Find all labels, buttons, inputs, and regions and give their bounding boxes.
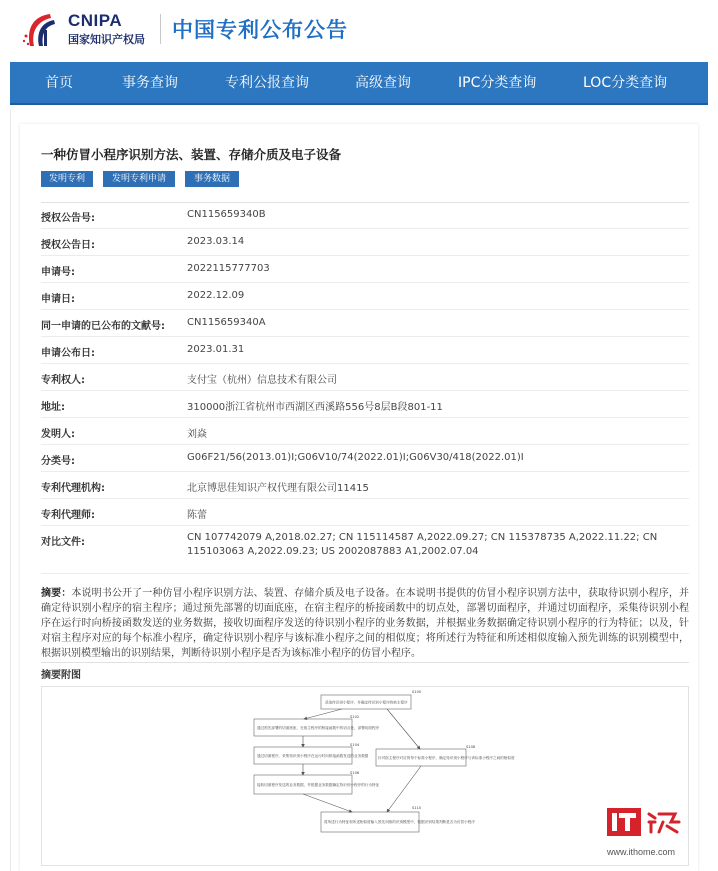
ithome-logo-icon — [607, 808, 641, 836]
field-value: 北京博思佳知识产权代理有限公司11415 — [187, 483, 369, 494]
field-label: 同一申请的已公布的文献号: — [41, 321, 165, 332]
field-value: 支付宝（杭州）信息技术有限公司 — [187, 375, 337, 386]
field-value: G06F21/56(2013.01)I;G06V10/74(2022.01)I;G06V30/418(2022.01)I — [187, 452, 524, 463]
field-row — [41, 337, 689, 364]
flow-label-s108: S108 — [466, 745, 476, 749]
flow-label-s100: S100 — [412, 690, 422, 694]
flow-text-s102: 通过预先部署的切面底座，在宿主程序的桥接函数中的切点处，部署切面程序 — [257, 726, 380, 730]
field-label: 地址: — [41, 402, 65, 413]
cnipa-logo-text: CNIPA — [68, 11, 123, 30]
field-label: 申请公布日: — [41, 348, 95, 359]
field-label: 授权公告号: — [41, 213, 95, 224]
field-label: 授权公告日: — [41, 240, 95, 251]
nav-advanced-query[interactable]: 高级查询 — [355, 75, 411, 91]
nav-home[interactable]: 首页 — [45, 75, 73, 91]
flow-text-s108: 针对宿主程序对应的每个标准小程序，确定待识别小程序与该标准小程序之间的相似度 — [378, 756, 515, 760]
figure-title: 摘要附图 — [41, 670, 81, 681]
nav-loc-query[interactable]: LOC分类查询 — [583, 75, 668, 91]
patent-detail-panel — [20, 124, 698, 871]
field-value: 陈蕾 — [187, 510, 207, 521]
field-value: CN115659340B — [187, 209, 266, 220]
field-label: 专利代理机构: — [41, 483, 105, 494]
ithome-logo-glyph — [645, 808, 695, 836]
field-row — [41, 526, 689, 574]
field-label: 分类号: — [41, 456, 75, 467]
flow-text-s106: 接收切面程序发送的业务数据，并根据业务数据确定待识别小程序的行为特征 — [257, 783, 380, 787]
field-row — [41, 391, 689, 418]
watermark-url: www.ithome.com — [607, 847, 676, 857]
field-value: 刘焱 — [187, 429, 207, 440]
field-label: 专利权人: — [41, 375, 85, 386]
abstract-label: 摘要： — [41, 588, 72, 599]
field-label: 申请号: — [41, 267, 75, 278]
field-row — [41, 445, 689, 472]
abstract-figure[interactable] — [41, 686, 689, 866]
field-value: 2022.12.09 — [187, 290, 245, 301]
flow-text-s104: 通过切面程序，采集待识别小程序在运行时向桥接函数发送的业务数据 — [257, 754, 369, 758]
tag-invention-application[interactable]: 发明专利申请 — [103, 171, 175, 187]
left-border — [10, 110, 11, 871]
abstract-divider — [41, 662, 689, 663]
field-label: 专利代理师: — [41, 510, 95, 521]
site-header — [0, 0, 718, 62]
patent-title: 一种仿冒小程序识别方法、装置、存储介质及电子设备 — [41, 147, 342, 162]
cnipa-logo-subtitle: 国家知识产权局 — [68, 33, 145, 46]
field-value: 310000浙江省杭州市西湖区西溪路556号8层B段801-11 — [187, 402, 443, 413]
field-row — [41, 256, 689, 283]
field-value: 2023.01.31 — [187, 344, 245, 355]
abstract — [41, 586, 689, 661]
flow-label-s110: S110 — [412, 806, 422, 810]
field-label: 发明人: — [41, 429, 75, 440]
field-label: 对比文件: — [41, 537, 85, 548]
nav-transaction-query[interactable]: 事务查询 — [122, 75, 178, 91]
flowchart — [42, 687, 690, 867]
logo-divider — [160, 14, 161, 44]
flow-label-s106: S106 — [350, 771, 360, 775]
field-row — [41, 202, 689, 229]
field-value: 2023.03.14 — [187, 236, 245, 247]
nav-ipc-query[interactable]: IPC分类查询 — [458, 75, 537, 91]
cnipa-emblem-icon — [20, 10, 64, 50]
field-row — [41, 472, 689, 499]
field-row — [41, 418, 689, 445]
field-row — [41, 283, 689, 310]
flow-label-s104: S104 — [350, 743, 360, 747]
flow-text-s100: 获取待识别小程序，并确定待识别小程序的宿主程序 — [325, 700, 408, 705]
tag-invention-patent[interactable]: 发明专利 — [41, 171, 93, 187]
field-value: 2022115777703 — [187, 263, 270, 274]
abstract-text: 本说明书公开了一种仿冒小程序识别方法、装置、存储介质及电子设备。在本说明书提供的仿冒小程序识别方法中，获取待识别小程序，并确定待识别小程序的宿主程序；通过预先部署的切面底座，在宿主程序的桥接函数中的切点处，部署切面程序，并通过切面程序，采集待识别小程序在运行时向桥接函数发送的业务数据，接收切面程序发送的待识别小程序的业务数据，并根据业务数据确定待识别小程序的行为特征；以及，针对宿主程序对应的每个标准小程序，确定待识别小程序与该标准小程序之间的相似度；将所述行为特征和所述相似度输入预先训练的识别模型中，根据识别模型输出的识别结果，判断待识别小程序是否为该标准小程序的仿冒小程序。 — [41, 588, 690, 659]
main-nav — [10, 62, 708, 105]
field-value: CN 107742079 A,2018.02.27; CN 115114587 A,2022.09.27; CN 115378735 A,2022.11.22; CN 115103063 A,2022.09.23; US 2002087883 A1,2002.07.04 — [187, 532, 658, 557]
tag-transaction-data[interactable]: 事务数据 — [185, 171, 239, 187]
field-value: CN115659340A — [187, 317, 266, 328]
nav-gazette-query[interactable]: 专利公报查询 — [225, 75, 309, 91]
field-row — [41, 499, 689, 526]
flow-text-s110: 将所述行为特征和所述相似度输入预先训练的识别模型中，根据识别结果判断是否为仿冒小程序 — [324, 820, 475, 824]
field-row — [41, 364, 689, 391]
flow-label-s102: S102 — [350, 715, 360, 719]
site-title: 中国专利公布公告 — [172, 18, 348, 42]
field-row — [41, 310, 689, 337]
field-label: 申请日: — [41, 294, 75, 305]
field-row — [41, 229, 689, 256]
